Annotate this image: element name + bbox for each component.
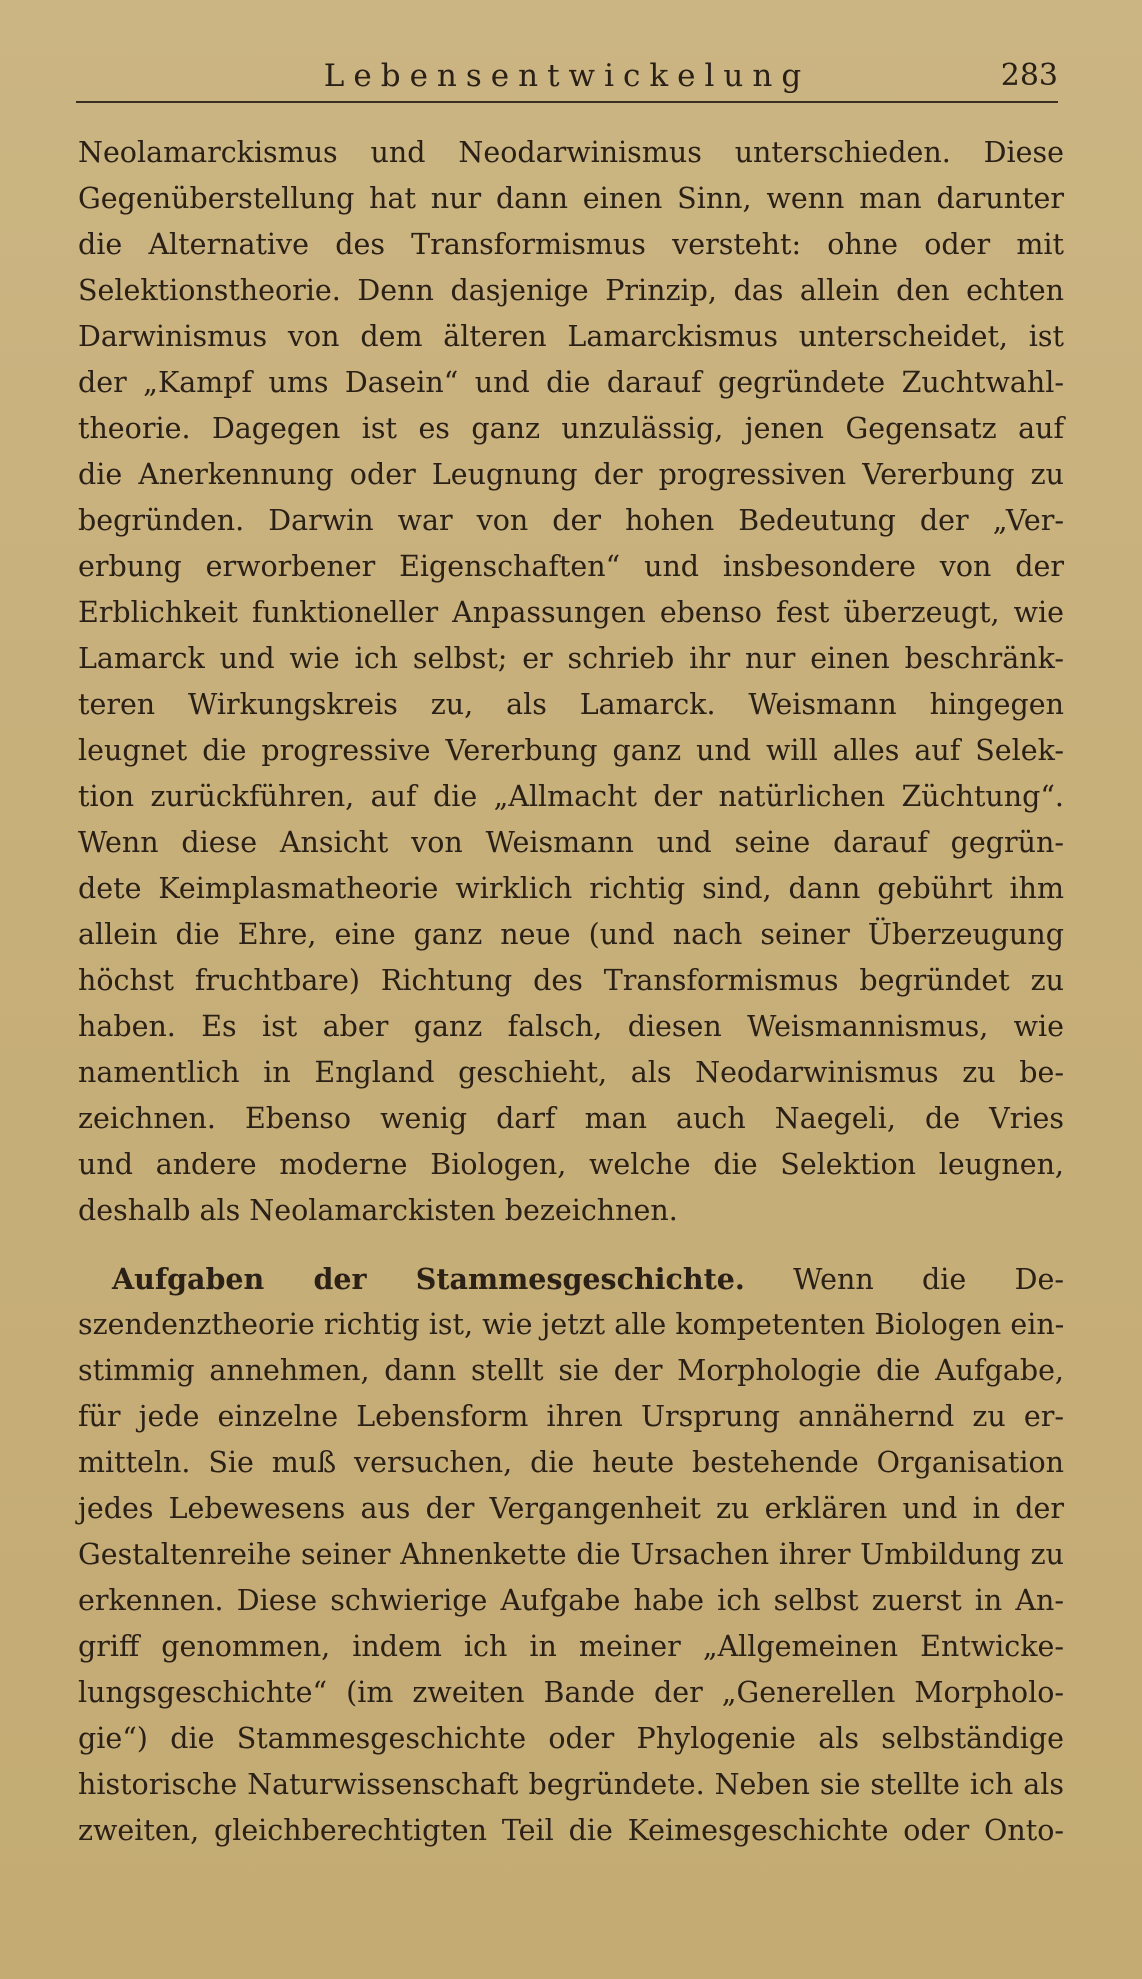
text-line: Gegenüberstellung hat nur dann einen Sinn, wenn man darunter: [78, 182, 1064, 215]
paragraph-gap: [78, 1234, 1064, 1256]
header-rule: [76, 101, 1058, 103]
text-line: deshalb als Neolamarckisten bezeichnen.: [78, 1194, 678, 1227]
text-line: Wenn diese Ansicht von Weismann und seine darauf gegrün-: [78, 826, 1064, 859]
section-first-line: [78, 1256, 1064, 1302]
text-line: griff genommen, indem ich in meiner „Allgemeinen Entwicke-: [78, 1630, 1064, 1663]
text-line: und andere moderne Biologen, welche die Selektion leugnen,: [78, 1148, 1064, 1181]
text-line: die Alternative des Transformismus versteht: ohne oder mit: [78, 228, 1064, 261]
text-line: namentlich in England geschieht, als Neodarwinismus zu be-: [78, 1056, 1064, 1089]
section-heading: Aufgaben der Stammesgeschichte.: [112, 1262, 745, 1296]
text-line: Erblichkeit funktioneller Anpassungen ebenso fest überzeugt, wie: [78, 596, 1064, 629]
text-line: theorie. Dagegen ist es ganz unzulässig, jenen Gegensatz auf: [78, 412, 1064, 445]
text-line: stimmig annehmen, dann stellt sie der Morphologie die Aufgabe,: [78, 1354, 1064, 1387]
text-line: zweiten, gleichberechtigten Teil die Keimesgeschichte oder Onto-: [78, 1814, 1064, 1847]
text-line: szendenztheorie richtig ist, wie jetzt alle kompetenten Biologen ein-: [78, 1308, 1065, 1341]
page-number: 283: [1000, 58, 1058, 93]
text-line: Lamarck und wie ich selbst; er schrieb ihr nur einen beschränk-: [78, 642, 1064, 675]
body-text: [78, 130, 1064, 1854]
text-line: erbung erworbener Eigenschaften“ und insbesondere von der: [78, 550, 1064, 583]
section-first-line-text: Wenn die De-: [793, 1263, 1064, 1296]
text-line: historische Naturwissenschaft begründete. Neben sie stellte ich als: [78, 1768, 1064, 1801]
running-head: Lebensentwickelung: [323, 58, 811, 94]
text-line: haben. Es ist aber ganz falsch, diesen Weismannismus, wie: [78, 1010, 1064, 1043]
text-line: die Anerkennung oder Leugnung der progressiven Vererbung zu: [78, 458, 1064, 491]
text-line: begründen. Darwin war von der hohen Bedeutung der „Ver-: [78, 504, 1064, 537]
text-line: erkennen. Diese schwierige Aufgabe habe ich selbst zuerst in An-: [78, 1584, 1064, 1617]
text-line: teren Wirkungskreis zu, als Lamarck. Weismann hingegen: [78, 688, 1064, 721]
text-line: lungsgeschichte“ (im zweiten Bande der „Generellen Morpholo-: [78, 1676, 1064, 1709]
text-line: Selektionstheorie. Denn dasjenige Prinzip, das allein den echten: [78, 274, 1064, 307]
text-line: Gestaltenreihe seiner Ahnenkette die Ursachen ihrer Umbildung zu: [78, 1538, 1064, 1571]
page-header: [76, 56, 1058, 104]
text-line: Neolamarckismus und Neodarwinismus unterschieden. Diese: [78, 136, 1064, 169]
text-line: zeichnen. Ebenso wenig darf man auch Naegeli, de Vries: [78, 1102, 1064, 1135]
text-line: höchst fruchtbare) Richtung des Transformismus begründet zu: [78, 964, 1064, 997]
text-line: gie“) die Stammesgeschichte oder Phylogenie als selbständige: [78, 1722, 1064, 1755]
text-line: tion zurückführen, auf die „Allmacht der natürlichen Züchtung“.: [78, 780, 1064, 813]
text-line: mitteln. Sie muß versuchen, die heute bestehende Organisation: [78, 1446, 1064, 1479]
text-line: allein die Ehre, eine ganz neue (und nach seiner Überzeugung: [78, 918, 1064, 951]
text-line: leugnet die progressive Vererbung ganz und will alles auf Selek-: [78, 734, 1064, 767]
text-line: für jede einzelne Lebensform ihren Ursprung annähernd zu er-: [78, 1400, 1064, 1433]
text-line: jedes Lebewesens aus der Vergangenheit zu erklären und in der: [78, 1492, 1064, 1525]
text-line: der „Kampf ums Dasein“ und die darauf gegründete Zuchtwahl-: [78, 366, 1064, 399]
text-line: Darwinismus von dem älteren Lamarckismus unterscheidet, ist: [78, 320, 1064, 353]
text-line: dete Keimplasmatheorie wirklich richtig sind, dann gebührt ihm: [78, 872, 1064, 905]
